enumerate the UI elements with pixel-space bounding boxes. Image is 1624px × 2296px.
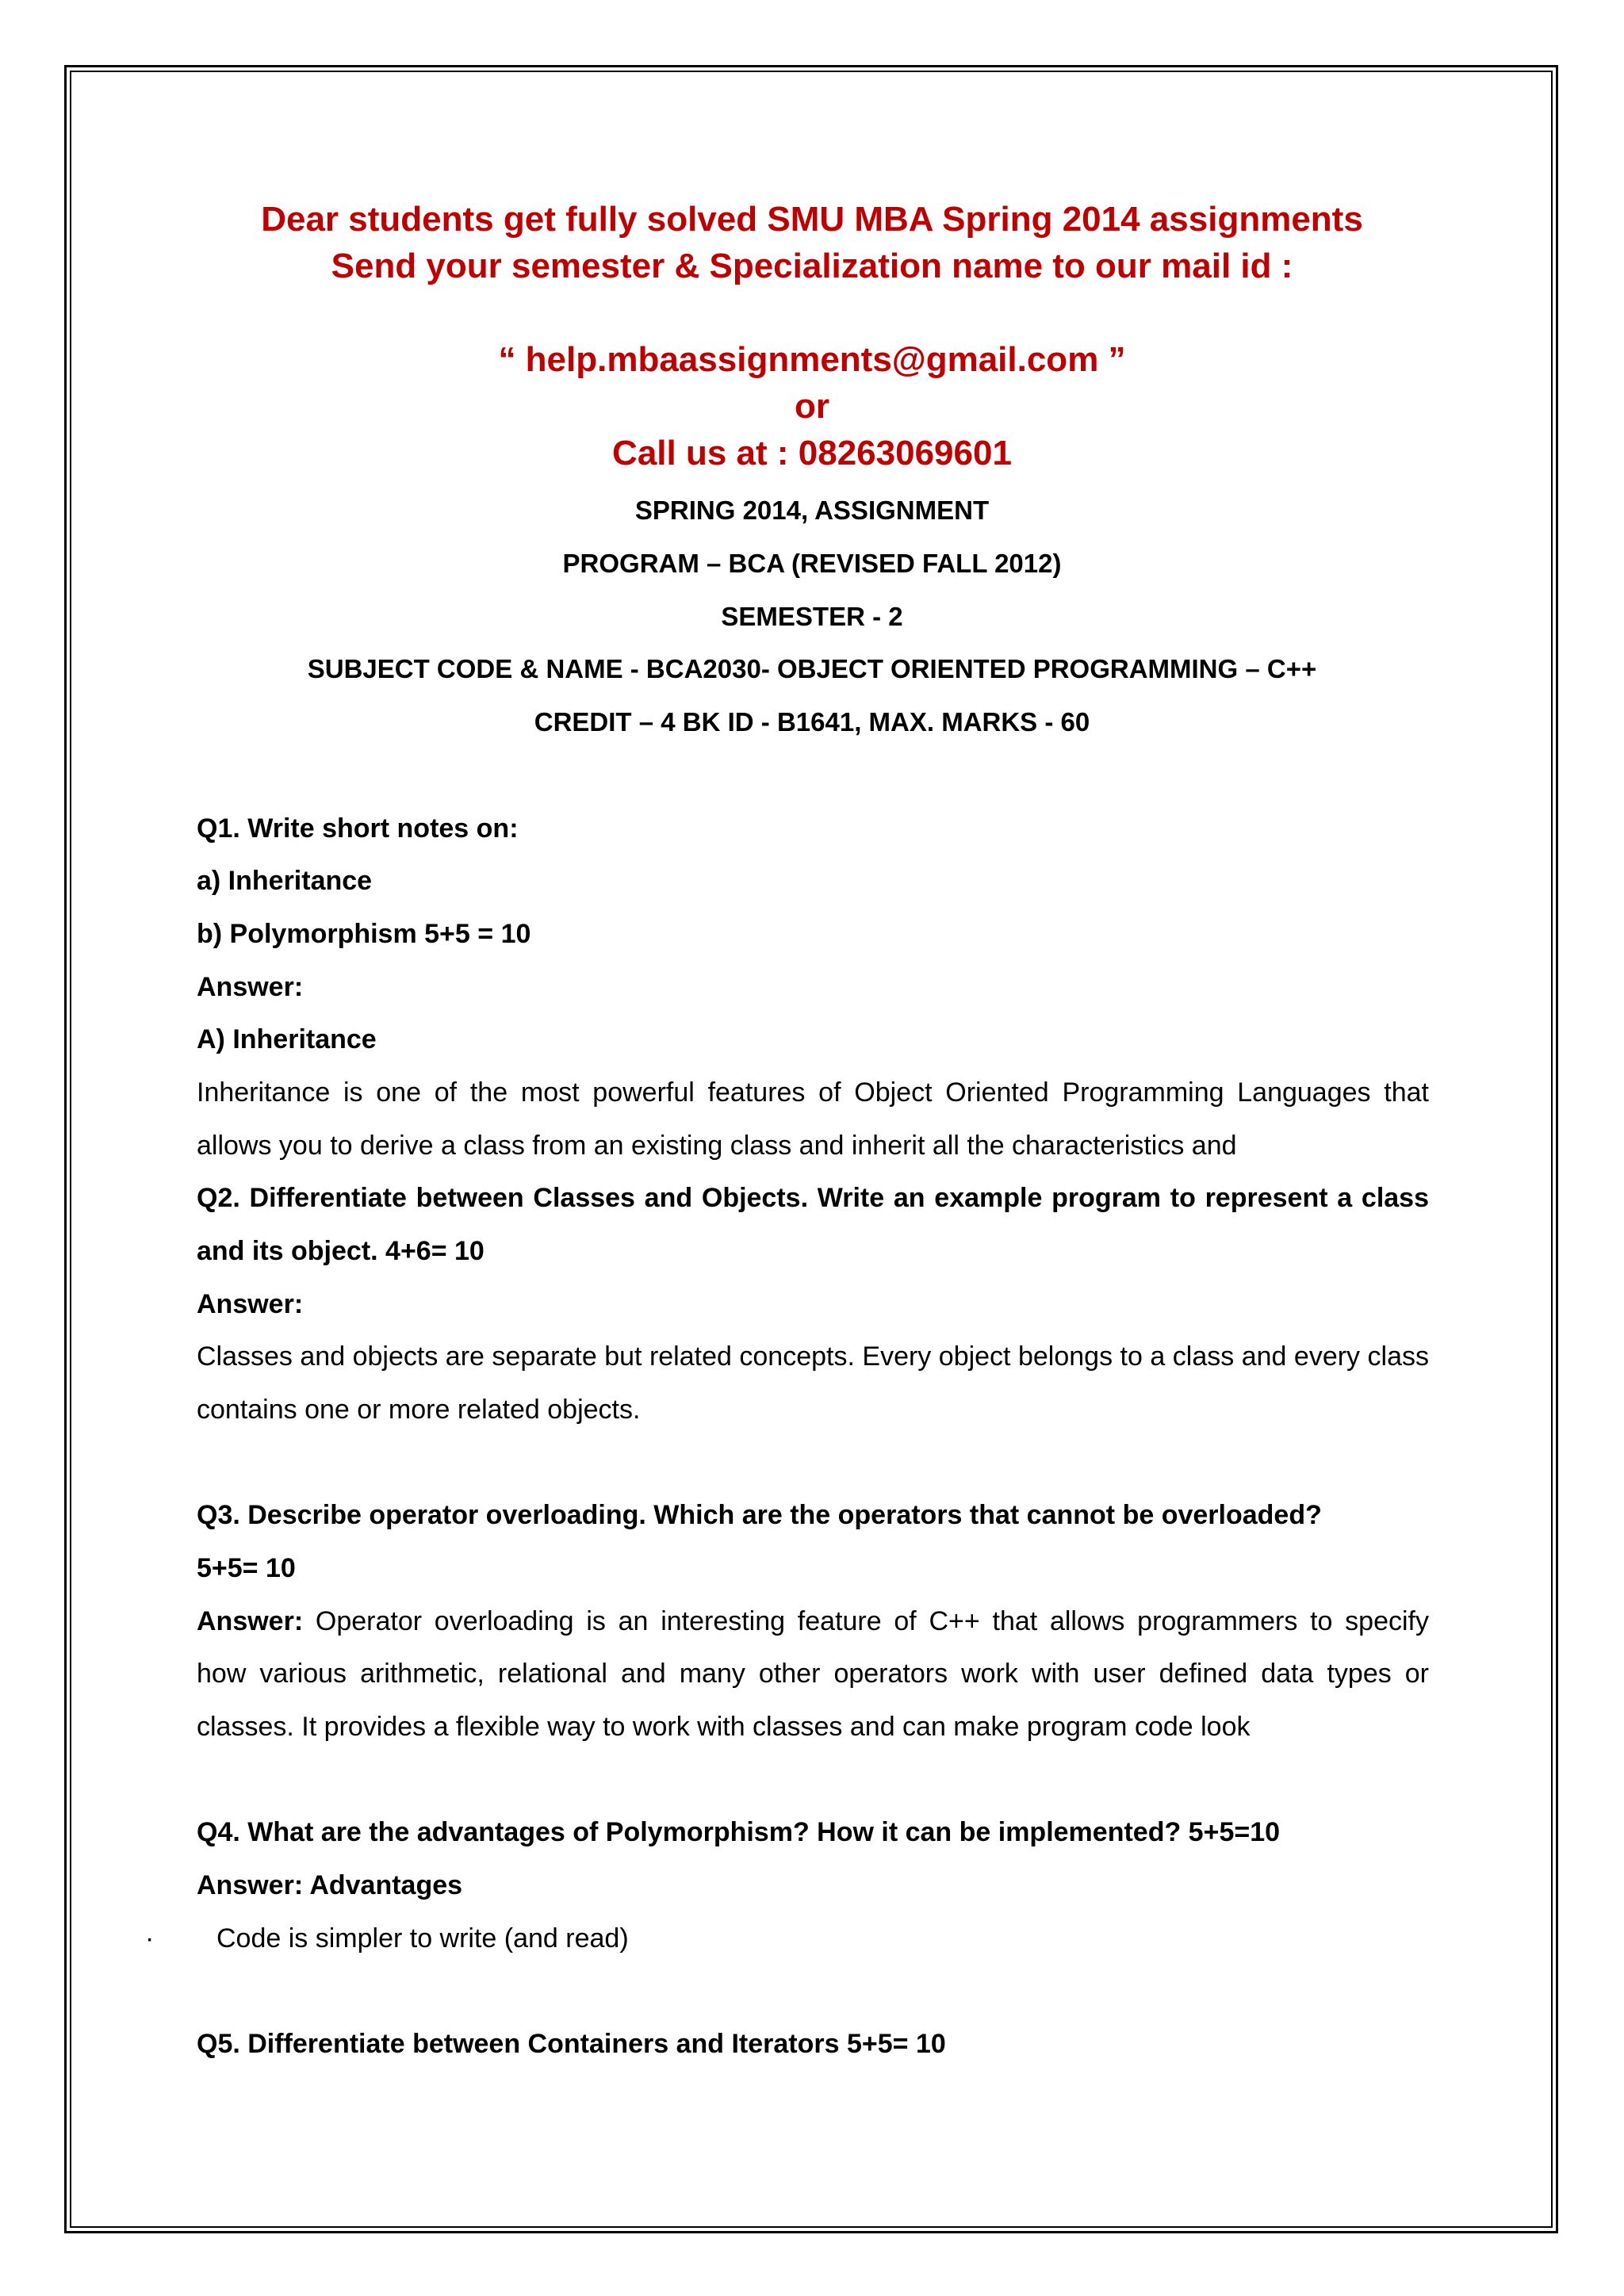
q4-answer-label: Answer: Advantages — [197, 1870, 463, 1900]
q1-question: Q1. Write short notes on: — [197, 813, 519, 844]
q1-part-a: a) Inheritance — [197, 866, 373, 896]
q2-question-line-1: Q2. Differentiate between Classes and Objects. Write an example program to represent a class — [197, 1183, 1429, 1213]
header-semester: SEMESTER - 2 — [721, 602, 903, 631]
q2-answer-line-2: contains one or more related objects. — [197, 1395, 641, 1425]
q3-answer-line-1 — [197, 1604, 1429, 1639]
header-subject: SUBJECT CODE & NAME - BCA2030- OBJECT ORIENTED PROGRAMMING – C++ — [307, 654, 1317, 683]
q3-answer-label: Answer: — [197, 1606, 304, 1636]
q1-subheading: A) Inheritance — [197, 1024, 377, 1054]
promo-or: or — [795, 387, 829, 426]
q3-answer-line-3: classes. It provides a flexible way to work with classes and can make program code look — [197, 1712, 1251, 1742]
q4-question: Q4. What are the advantages of Polymorphism? How it can be implemented? 5+5=10 — [197, 1817, 1281, 1847]
bullet-dot-icon: · — [145, 1923, 155, 1954]
promo-line-1: Dear students get fully solved SMU MBA Spring 2014 assignments — [261, 200, 1363, 239]
header-session: SPRING 2014, ASSIGNMENT — [634, 496, 990, 525]
q1-part-b: b) Polymorphism 5+5 = 10 — [197, 919, 531, 949]
header-program: PROGRAM – BCA (REVISED FALL 2012) — [562, 549, 1062, 578]
q2-answer-label: Answer: — [197, 1289, 304, 1319]
promo-call: Call us at : 08263069601 — [612, 434, 1012, 473]
q1-answer-line-1: Inheritance is one of the most powerful features of Object Oriented Programming Languages that — [197, 1077, 1429, 1108]
q1-answer-line-2: allows you to derive a class from an existing class and inherit all the characteristics and — [197, 1131, 1237, 1161]
q2-question-line-2: and its object. 4+6= 10 — [197, 1236, 485, 1266]
q3-answer-text-1: Operator overloading is an interesting feature of C++ that allows programmers to specify — [303, 1606, 1429, 1636]
q3-answer-line-2: how various arithmetic, relational and many other operators work with user defined data types or — [197, 1659, 1429, 1689]
promo-email: “ help.mbaassignments@gmail.com ” — [498, 340, 1126, 379]
q3-question-line-2: 5+5= 10 — [197, 1553, 296, 1583]
q3-question-line-1: Q3. Describe operator overloading. Which are the operators that cannot be overloaded? — [197, 1500, 1322, 1530]
q1-answer-label: Answer: — [197, 972, 304, 1002]
q4-bullet-text: Code is simpler to write (and read) — [216, 1923, 629, 1954]
promo-line-2: Send your semester & Specialization name to our mail id : — [331, 247, 1293, 285]
q5-question: Q5. Differentiate between Containers and Iterators 5+5= 10 — [197, 2029, 946, 2059]
q2-answer-line-1: Classes and objects are separate but related concepts. Every object belongs to a class and every class — [197, 1341, 1429, 1372]
header-credit: CREDIT – 4 BK ID - B1641, MAX. MARKS - 60 — [534, 707, 1090, 737]
